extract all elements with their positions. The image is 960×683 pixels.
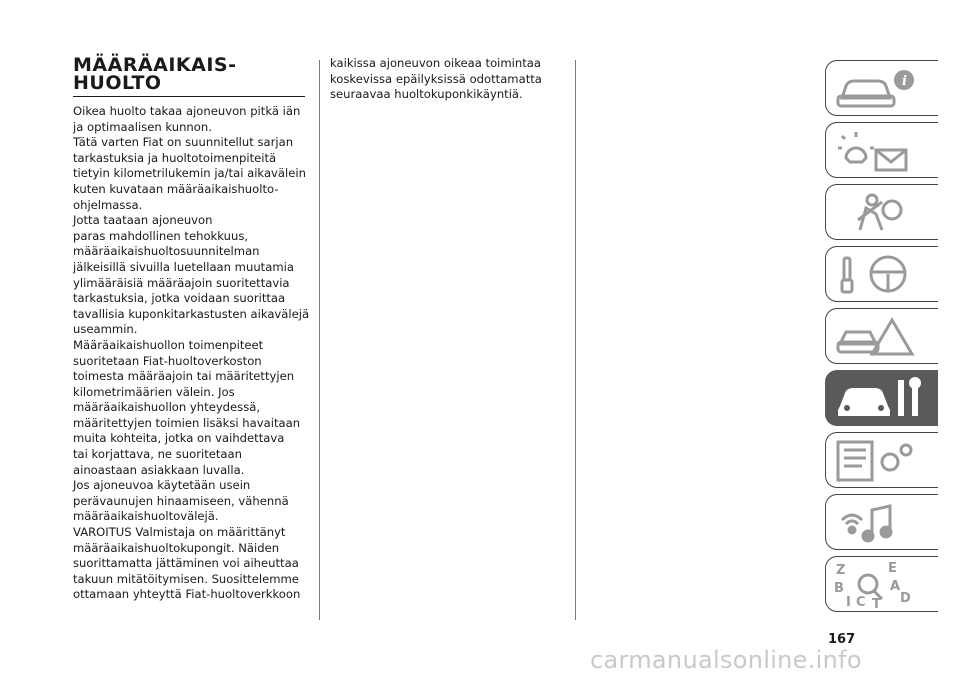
page-number: 167 <box>828 632 856 647</box>
paragraph: Oikea huolto takaa ajoneuvon pitkä iän ja optimaalisen kunnon. <box>73 104 301 134</box>
steering-wheel-key-icon <box>832 252 932 298</box>
tab-servicing-maintenance[interactable] <box>825 370 938 426</box>
warning-paragraph: VAROITUS Valmistaja on määrittänyt määräaikaishuoltokupongit. Näiden suorittamatta jättäminen voi aiheuttaa takuun mitätöitymisen. Suosittelemme ottamaan yhteyttä Fiat-huoltoverkkoon <box>73 525 301 602</box>
paragraph: Jos ajoneuvoa käytetään usein perävaunujen hinaamiseen, vähennä määräaikaishuoltovälejä. <box>73 478 289 524</box>
tab-multimedia[interactable] <box>825 494 938 550</box>
index-letter: E <box>888 562 897 576</box>
watermark: carmanualsonline.info <box>590 646 862 674</box>
tab-emergency[interactable] <box>825 308 938 364</box>
car-info-icon <box>832 66 932 112</box>
index-letter: B <box>834 581 844 596</box>
index-letter: D <box>900 591 911 606</box>
chapter-tabs <box>825 60 940 618</box>
index-letter: T <box>872 597 881 608</box>
tab-starting-driving[interactable] <box>825 246 938 302</box>
emergency-triangle-icon <box>832 314 932 360</box>
paragraph: kaikissa ajoneuvon oikeaa toimintaa koskevissa epäilyksissä odottamatta seuraavaa huoltokuponkikäyntiä. <box>330 56 542 102</box>
svg-text:i: i <box>902 74 907 89</box>
tab-safety[interactable] <box>825 184 938 240</box>
index-letter: C <box>856 595 866 608</box>
paragraph: Tätä varten Fiat on suunnitellut sarjan tarkastuksia ja huoltotoimenpiteitä tietyin kilometrilukemin ja/tai aikavälein kuten kuvataan määräaikaishuolto- ohjelmassa. <box>73 135 306 212</box>
paragraph: Määräaikaishuollon toimenpiteet suoritetaan Fiat-huoltoverkoston toimesta määräajoin tai määritettyjen kilometrimäärien välein. Jos määräaikaishuollon yhteydessä, määritettyjen toimien lisäksi havaitaan muita kohteita, jotka on vaihdettava tai korjattava, ne suoritetaan ainoastaan asiakkaan luvalla. <box>73 337 301 477</box>
car-wrench-icon <box>832 376 932 422</box>
index-letter: A <box>890 579 901 594</box>
index-letter: Z <box>836 563 846 578</box>
technical-data-icon <box>832 438 932 484</box>
warning-lights-icon <box>832 128 932 174</box>
tab-car-info[interactable] <box>825 60 938 116</box>
column-divider <box>319 60 320 620</box>
tab-technical-data[interactable] <box>825 432 938 488</box>
heading-line-2: HUOLTO <box>73 72 162 94</box>
alphabetical-index-icon <box>832 562 932 608</box>
tab-index[interactable] <box>825 556 938 612</box>
text-column-middle <box>330 56 570 103</box>
column-divider <box>575 60 576 620</box>
text-column-left <box>73 56 318 603</box>
seat-airbag-icon <box>832 190 932 236</box>
index-letter: I <box>846 595 851 608</box>
section-heading <box>73 56 305 97</box>
multimedia-icon <box>832 500 932 546</box>
heading-line-1: MÄÄRÄAIKAIS- <box>73 54 237 76</box>
tab-warning-lights[interactable] <box>825 122 938 178</box>
paragraph: Jotta taataan ajoneuvon paras mahdollinen tehokkuus, määräaikaishuoltosuunnitelman jälkeisillä sivuilla luetellaan muutamia ylimääräisiä määräajoin suoritettavia tarkastuksia, jotka voidaan suorittaa tavallisia kuponkitarkastusten aikavälejä useammin. <box>73 213 310 337</box>
